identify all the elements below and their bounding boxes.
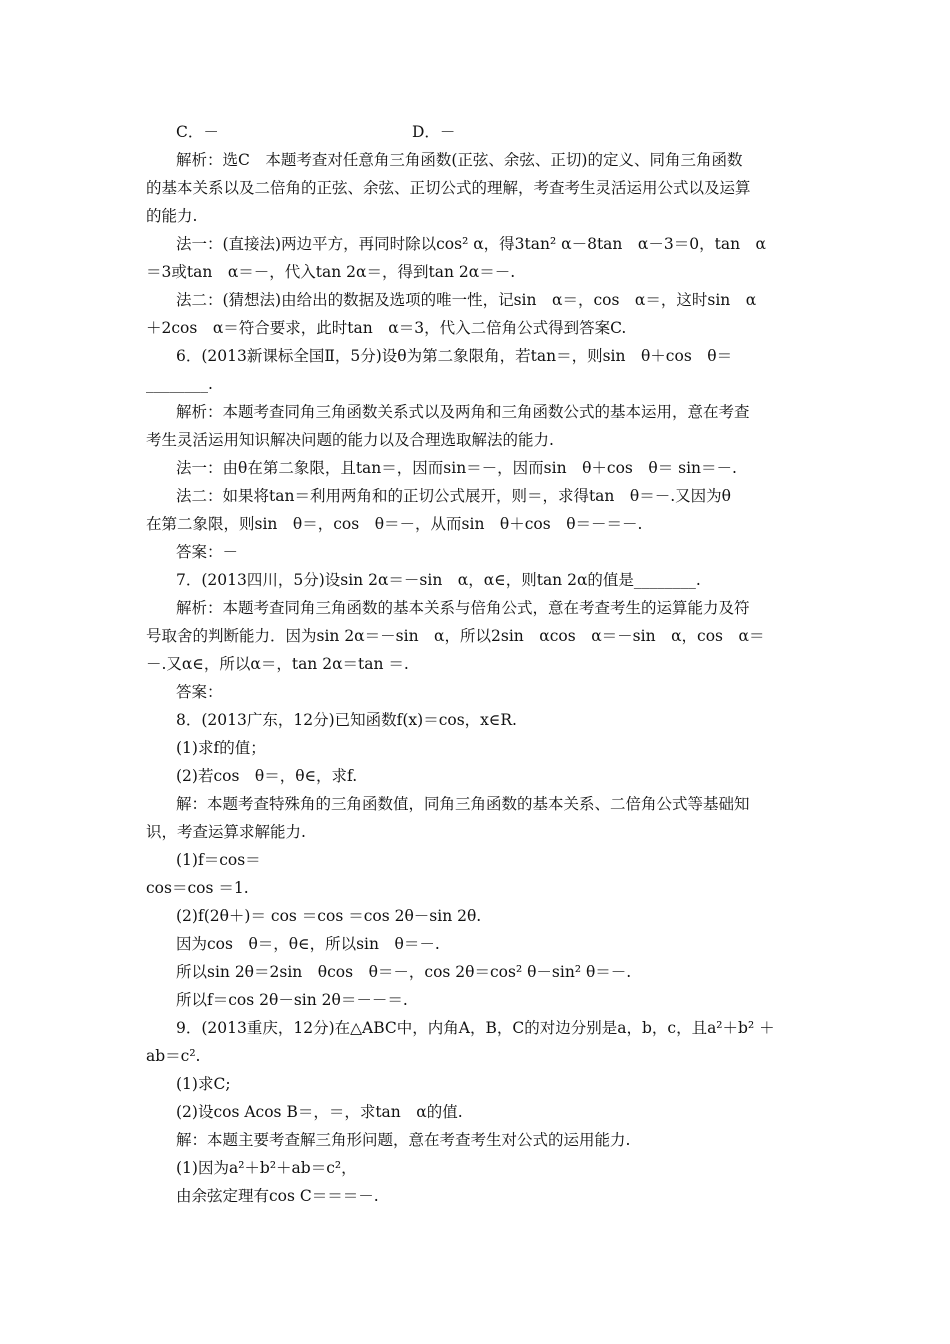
text-line: 号取舍的判断能力．因为sin 2α＝－sin α，所以2sin αcos α＝－sin α，cos α＝ [146, 627, 765, 645]
text-line: ab＝c². [146, 1047, 201, 1065]
text-line: 解：本题考查特殊角的三角函数值，同角三角函数的基本关系、二倍角公式等基础知 [176, 795, 750, 813]
text-line: 解析：本题考查同角三角函数关系式以及两角和三角函数公式的基本运用，意在考查 [176, 403, 750, 421]
text-line: (2)f(2θ＋)＝ cos ＝cos ＝cos 2θ－sin 2θ. [176, 907, 482, 925]
text-line: (2)若cos θ＝，θ∈，求f. [176, 767, 358, 785]
text-line: 法二：(猜想法)由给出的数据及选项的唯一性，记sin α＝，cos α＝，这时sin α [176, 291, 757, 309]
text-line: 所以sin 2θ＝2sin θcos θ＝－，cos 2θ＝cos² θ－sin² θ＝－. [176, 963, 632, 981]
problem-8: 8．(2013广东，12分)已知函数f(x)＝cos，x∈R. [176, 711, 517, 729]
option-c: C．－ [176, 123, 219, 141]
text-line: 法一：(直接法)两边平方，再同时除以cos² α，得3tan² α－8tan α－3＝0，tan α [176, 235, 767, 253]
text-line: 解：本题主要考查解三角形问题，意在考查考生对公式的运用能力. [176, 1131, 631, 1149]
problem-6: 6．(2013新课标全国Ⅱ，5分)设θ为第二象限角，若tan＝，则sin θ＋cos θ＝ [176, 347, 733, 365]
text-line: ＝3或tan α＝－，代入tan 2α＝，得到tan 2α＝－. [146, 263, 516, 281]
text-line: －.又α∈，所以α＝，tan 2α＝tan ＝. [146, 655, 409, 673]
text-line: 法二：如果将tan＝利用两角和的正切公式展开，则＝，求得tan θ＝－.又因为θ [176, 487, 731, 505]
text-line: 考生灵活运用知识解决问题的能力以及合理选取解法的能力. [146, 431, 554, 449]
text-line: 由余弦定理有cos C＝＝＝－. [176, 1187, 379, 1205]
text-line: cos＝cos ＝1. [146, 879, 249, 897]
text-line: 在第二象限，则sin θ＝，cos θ＝－，从而sin θ＋cos θ＝－＝－. [146, 515, 643, 533]
text-line: 法一：由θ在第二象限，且tan＝，因而sin＝－，因而sin θ＋cos θ＝ sin＝－. [176, 459, 737, 477]
text-line: 解析：选C 本题考查对任意角三角函数(正弦、余弦、正切)的定义、同角三角函数 [176, 151, 743, 169]
text-line: (1)f＝cos＝ [176, 851, 261, 869]
text-line: 所以f＝cos 2θ－sin 2θ＝－－＝. [176, 991, 408, 1009]
text-line: ＋2cos α＝符合要求，此时tan α＝3，代入二倍角公式得到答案C. [146, 319, 627, 337]
text-line: 的能力. [146, 207, 198, 225]
text-line: 识，考查运算求解能力. [146, 823, 306, 841]
text-line: (2)设cos Acos B＝，＝，求tan α的值. [176, 1103, 463, 1121]
option-d: D．－ [412, 123, 456, 141]
text-line: 解析：本题考查同角三角函数的基本关系与倍角公式，意在考查考生的运算能力及符 [176, 599, 750, 617]
answer-line: 答案：－ [176, 543, 239, 561]
text-line: (1)因为a²＋b²＋ab＝c²， [176, 1159, 357, 1177]
text-line: 因为cos θ＝，θ∈，所以sin θ＝－. [176, 935, 440, 953]
answer-line: 答案： [176, 683, 223, 701]
problem-7: 7．(2013四川，5分)设sin 2α＝－sin α，α∈，则tan 2α的值是________. [176, 571, 701, 589]
problem-9: 9．(2013重庆，12分)在△ABC中，内角A，B，C的对边分别是a，b，c，且a²＋b² ＋ [176, 1019, 775, 1037]
text-line: 的基本关系以及二倍角的正弦、余弦、正切公式的理解，考查考生灵活运用公式以及运算 [146, 179, 751, 197]
text-line: (1)求f的值； [176, 739, 266, 757]
text-line: ________. [146, 375, 213, 393]
text-line: (1)求C; [176, 1075, 231, 1093]
